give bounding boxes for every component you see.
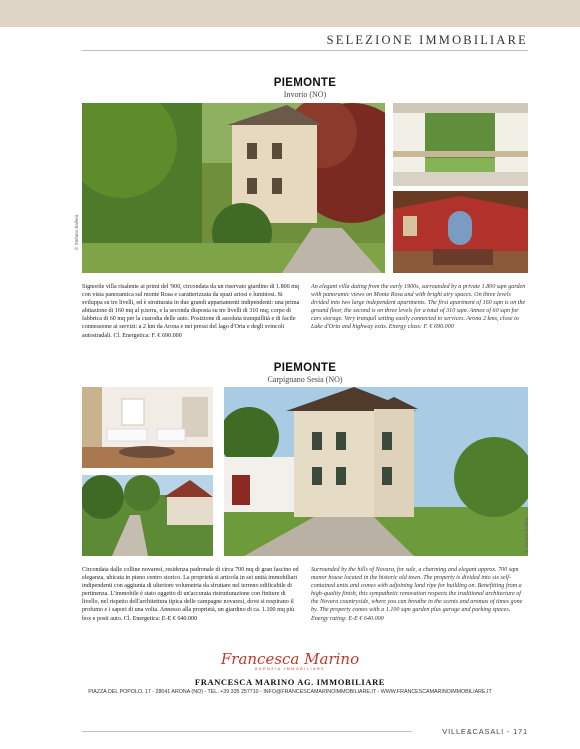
agency-name: FRANCESCA MARINO AG. IMMOBILIARE <box>194 677 386 687</box>
agency-logo: Francesca Marino <box>220 650 360 668</box>
listing-2-main-photo <box>224 387 528 556</box>
listing-1-description-it: Signorile villa risalente ai primi del '900, circondata da un riservato giardino di 1.800 mq con vista panoramica sul monte Rosa e caratterizzata da spazi ariosi e luminosi. Si sviluppa su tre livelli, ed è strutturata in due grandi appartamenti indipendenti: una prima abitazione di 160 mq al p.terra, e la seconda disposta su tre livelli di 310 mq; corpo di fabbrica di 60 mq per la custodia delle auto. Posizione di assoluta tranquillità e di facile connessione ai servizi: a 2 km da Arona e nei pressi del lago d'Orta e degli svincoli autostradali. Cl. Energetica: F. € 690.000 <box>82 284 300 339</box>
listing-1-main-photo <box>82 103 385 273</box>
listing-1-photo-credit: © Stefano Ballerà <box>74 214 79 250</box>
top-color-band <box>0 0 580 27</box>
listing-2-photo-living-room <box>82 387 213 468</box>
listing-2-photo-credit: © Stefano Ballerà <box>524 517 529 553</box>
listing-2-region: PIEMONTE <box>273 362 337 374</box>
page-folio: VILLE&CASALI - 171 <box>442 727 528 736</box>
listing-2-photo-garden-path <box>82 475 213 556</box>
listing-1-heading <box>82 77 528 99</box>
agency-logo-subtitle: AGENZIA IMMOBILIARE <box>254 667 326 671</box>
listing-1-region: PIEMONTE <box>273 77 337 89</box>
header-rule <box>82 50 528 51</box>
listing-2-description-en: Surrounded by the hills of Novara, for sale, a charming and elegant approx. 700 sqm manor house located in the historic old town. The property is divided into six self-contained units and comes with adjoining land ripe for building on. Benefitting from a high-quality finish, this sympathetic renovation respects the traditional architecture of the Novara countryside, where you can breathe in the scents and aromas of times gone by. The property comes with a 1.100 sqm garden plus garage and parking spaces. Energy rating: E-E € 640.000 <box>311 567 523 622</box>
listing-1-photo-interior <box>393 191 528 273</box>
section-title: SELEZIONE IMMOBILIARE <box>326 33 528 47</box>
listing-1-town: Invorio (NO) <box>283 90 327 99</box>
agency-contacts: PIAZZA DEL POPOLO, 17 - 28041 ARONA (NO) - TEL. +39 335 257710 - INFO@FRANCESCAMARINOIMMOBILIARE.IT - WWW.FRANCESCAMARINOIMMOBILIARE.IT <box>88 689 492 695</box>
footer-rule <box>82 731 412 732</box>
listing-1-description-en: An elegant villa dating from the early 1900s, surrounded by a private 1.800 sqm garden with panoramic views on Monte Rosa and with bright airy spaces. On three levels divided into two large independent apartments. The first apartment of 160 sqm is on the ground floor, the second is on three levels for a total of 310 sqm. Annex of 60 sqm for cars storage. Very tranquil setting easily connected to services. Arona 2 kms, close to Lake d'Orta and highway exits. Energy class: F. € 690.000 <box>311 284 526 331</box>
listing-2-town: Carpignano Sesia (NO) <box>267 375 343 384</box>
listing-2-heading <box>82 362 528 384</box>
listing-1-photo-garden <box>393 103 528 186</box>
listing-2-description-it: Circondata dalle colline novaresi, residenza padronale di circa 700 mq di gran fascino ed eleganza, ubicata in pieno centro storico. La proprietà si articola in sei unità immobiliari indipendenti con aggiunta di ulteriore volumetria da sfruttare nel terreno edificabile di pertinenza. L'immobile è stato oggetto di un'accurata ristrutturazione con finiture di livello, nel rispetto dell'architettura tipica delle campagne novaresi, dove si respirano il profumo e i sapori di una volta. Annesso alla proprietà, un giardino di ca. 1.100 mq più box e posti auto. Cl. Energetica: E-E € 640.000 <box>82 567 299 622</box>
